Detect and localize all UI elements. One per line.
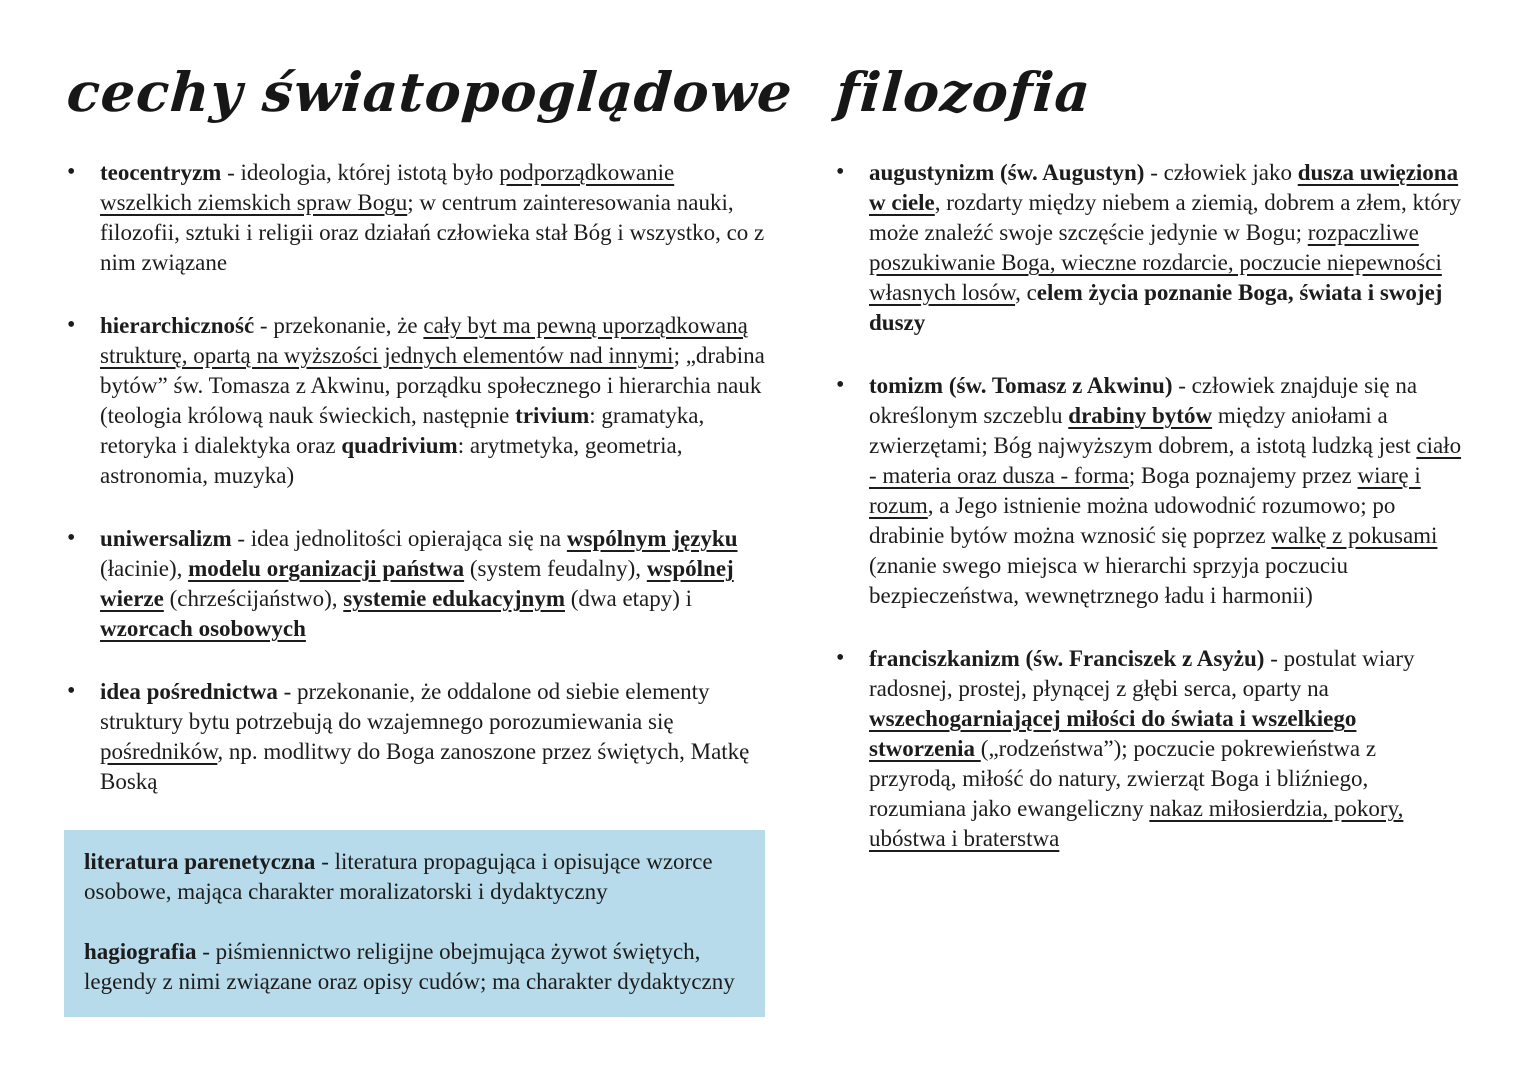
right-column-title: filozofia xyxy=(833,60,1094,124)
bullet-idea-posrednictwa: • idea pośrednictwa - przekonanie, że oddalone od siebie elementy struktury bytu potrzebują do wzajemnego porozumiewania się pośredników, np. modlitwy do Boga zanoszone przez świętych, Matkę Boską xyxy=(64,677,765,797)
bullet-augustynizm: • augustynizm (św. Augustyn) - człowiek jako dusza uwięziona w ciele, rozdarty między niebem a ziemią, dobrem a złem, który może znaleźć swoje szczęście jedynie w Bogu; rozpaczliwe poszukiwanie Boga, wieczne rozdarcie, poczucie niepewności własnych losów, celem życia poznanie Boga, świata i swojej duszy xyxy=(833,158,1463,338)
bullet-tomizm: • tomizm (św. Tomasz z Akwinu) - człowiek znajduje się na określonym szczeblu drabiny bytów między aniołami a zwierzętami; Bóg najwyższym dobrem, a istotą ludzką jest ciało - materia oraz dusza - forma; Boga poznajemy przez wiarę i rozum, a Jego istnienie można udowodnić rozumowo; po drabinie bytów można wznosić się poprzez walkę z pokusami (znanie swego miejsca w hierarchi sprzyja poczuciu bezpieczeństwa, wewnętrznego ładu i harmonii) xyxy=(833,371,1463,611)
note-literatura-parenetyczna: literatura parenetyczna - literatura propagująca i opisujące wzorce osobowe, mająca charakter moralizatorski i dydaktyczny xyxy=(84,849,713,904)
left-column-title: cechy światopoglądowe xyxy=(64,60,795,124)
note-hagiografia: hagiografia - piśmiennictwo religijne obejmująca żywot świętych, legendy z nimi związane oraz opisy cudów; ma charakter dydaktyczny xyxy=(84,939,735,994)
bullet-franciszkanizm: • franciszkanizm (św. Franciszek z Asyżu) - postulat wiary radosnej, prostej, płynącej z głębi serca, oparty na wszechogarniającej miłości do świata i wszelkiego stworzenia („rodzeństwa”); poczucie pokrewieństwa z przyrodą, miłość do natury, zwierząt Boga i bliźniego, rozumiana jako ewangeliczny nakaz miłosierdzia, pokory, ubóstwa i braterstwa xyxy=(833,644,1463,854)
bullet-uniwersalizm: • uniwersalizm - idea jednolitości opierająca się na wspólnym języku (łacinie), modelu organizacji państwa (system feudalny), wspólnej wierze (chrześcijaństwo), systemie edukacyjnym (dwa etapy) i wzorcach osobowych xyxy=(64,524,765,644)
right-column xyxy=(833,48,1463,887)
worldview-bullet-list xyxy=(64,158,765,797)
philosophy-bullet-list xyxy=(833,158,1463,854)
definitions-note-box xyxy=(64,830,765,1017)
bullet-hierarchicznosc: • hierarchiczność - przekonanie, że cały byt ma pewną uporządkowaną strukturę, opartą na wyższości jednych elementów nad innymi; „drabina bytów” św. Tomasza z Akwinu, porządku społecznego i hierarchia nauk (teologia królową nauk świeckich, następnie trivium: gramatyka, retoryka i dialektyka oraz quadrivium: arytmetyka, geometria, astronomia, muzyka) xyxy=(64,311,765,491)
bullet-teocentryzm: • teocentryzm - ideologia, której istotą było podporządkowanie wszelkich ziemskich spraw Bogu; w centrum zainteresowania nauki, filozofii, sztuki i religii oraz działań człowieka stał Bóg i wszystko, co z nim związane xyxy=(64,158,765,278)
left-column xyxy=(64,48,795,1017)
